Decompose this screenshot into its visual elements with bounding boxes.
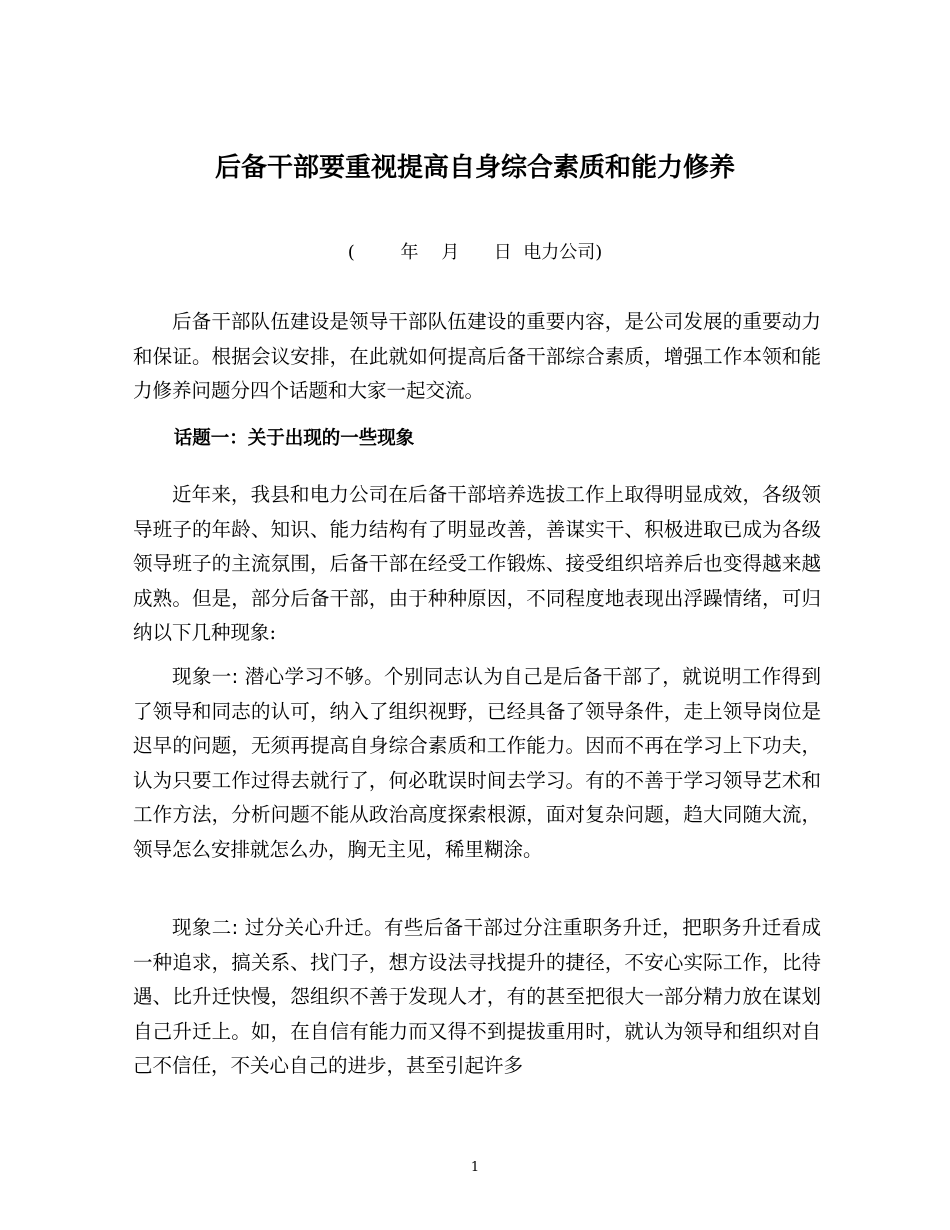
phenomenon-lead: 现象二: 过分关心升迁。	[172, 916, 384, 939]
document-title: 后备干部要重视提高自身综合素质和能力修养	[214, 153, 735, 183]
phenomenon-text: 个别同志认为自己是后备干部了，就说明工作得到了领导和同志的认可，纳入了组织视野，已经具备了领导条件，走上领导岗位是迟早的问题，无须再提高自身综合素质和工作能力。因而不再在学习上下功夫，认为只要工作过得去就行了，何必耽误时间去学习。有的不善于学习领导艺术和工作方法，分析问题不能从政治高度探索根源，面对复杂问题，趋大同随大流，领导怎么安排就怎么办，胸无主见，稀里糊涂。	[133, 665, 821, 861]
phenomenon-paragraph	[133, 660, 821, 867]
phenomenon-lead: 现象一: 潜心学习不够。	[172, 665, 384, 688]
phenomenon-text: 有些后备干部过分注重职务升迁，把职务升迁看成一种追求，搞关系、找门子，想方设法寻找提升的捷径，不安心实际工作，比待遇、比升迁快慢，怨组织不善于发现人才，有的甚至把很大一部分精力放在谋划自己升迁上。如，在自信有能力而又得不到提拔重用时，就认为领导和组织对自己不信任，不关心自己的进步，甚至引起许多	[133, 916, 821, 1077]
intro-paragraph: 后备干部队伍建设是领导干部队伍建设的重要内容，是公司发展的重要动力和保证。根据会议安排，在此就如何提高后备干部综合素质，增强工作本领和能力修养问题分四个话题和大家一起交流。	[133, 310, 821, 402]
page-number: 1	[470, 1160, 480, 1175]
topic-heading: 话题一：关于出现的一些现象	[173, 428, 415, 449]
topic-paragraph: 近年来，我县和电力公司在后备干部培养选拔工作上取得明显成效，各级领导班子的年龄、知识、能力结构有了明显改善，善谋实干、积极进取已成为各级领导班子的主流氛围，后备干部在经受工作锻炼、接受组织培养后也变得越来越成熟。但是，部分后备干部，由于种种原因，不同程度地表现出浮躁情绪，可归纳以下几种现象:	[133, 483, 821, 644]
phenomenon-paragraph	[133, 911, 821, 1084]
dateline: ( 年 月 日 电力公司)	[347, 242, 603, 263]
